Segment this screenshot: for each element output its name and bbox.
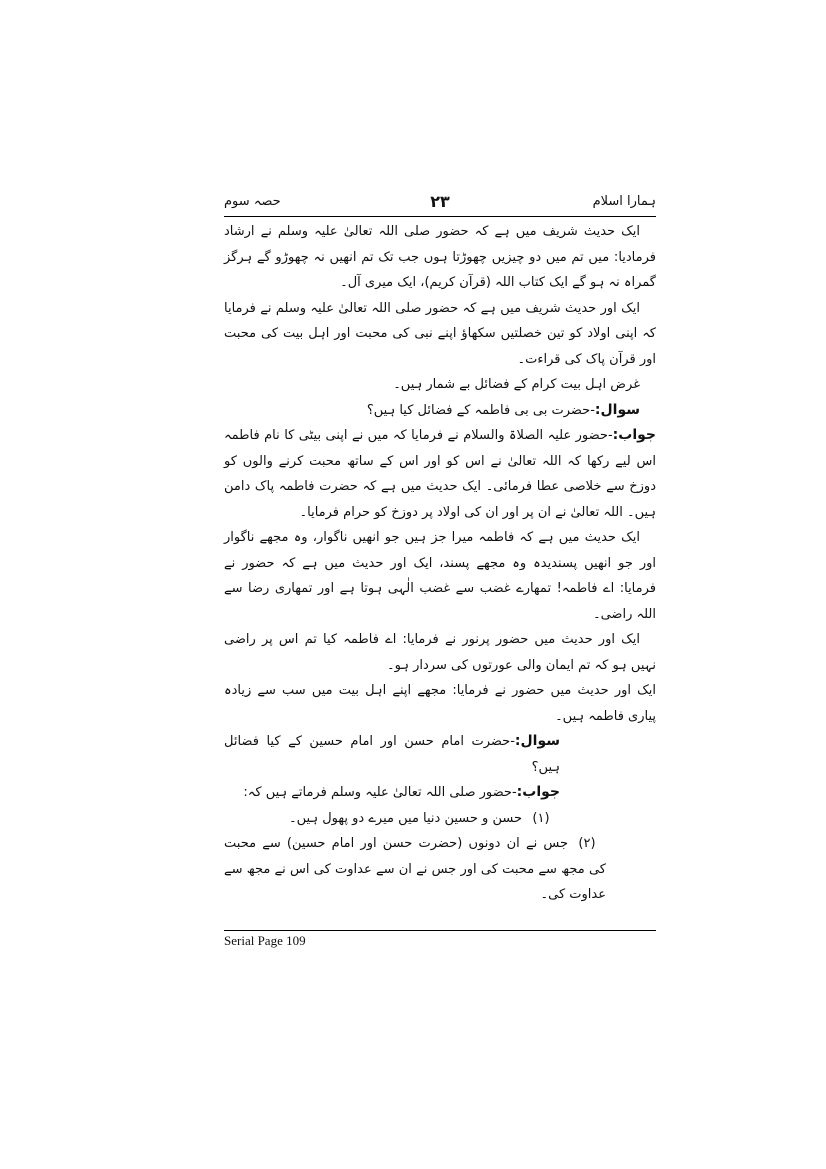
page-number: ۲۳ xyxy=(430,192,450,211)
answer xyxy=(224,780,656,806)
list-number: (۱) xyxy=(532,810,550,826)
list-item xyxy=(224,806,656,832)
page-body xyxy=(224,219,656,908)
page-header xyxy=(224,194,656,214)
serial-page-footer: Serial Page 109 xyxy=(224,933,306,948)
answer xyxy=(224,423,656,525)
paragraph: ایک حدیث شریف میں ہے کہ حضور صلی اللہ تعالیٰ علیہ وسلم نے ارشاد فرمادیا: میں تم میں دو چیزیں چھوڑتا ہوں جب تک تم انھیں نہ چھوڑو گے ہرگز گمراہ نہ ہو گے ایک کتاب اللہ (قرآن کریم)، ایک میری آل۔ xyxy=(224,224,656,290)
paragraph: ایک اور حدیث میں حضور نے فرمایا: مجھے اپنے اہل بیت میں سب سے زیادہ پیاری فاطمہ ہیں۔ xyxy=(224,683,656,724)
list-text: جس نے ان دونوں (حضرت حسن اور امام حسین) سے محبت کی مجھ سے محبت کی اور جس نے ان سے عداوت کی اس نے مجھ سے عداوت کی۔ xyxy=(224,836,606,902)
volume-label: حصہ سوم xyxy=(224,194,281,209)
question-text: -حضرت بی بی فاطمہ کے فضائل کیا ہیں؟ xyxy=(366,402,595,418)
list-item xyxy=(224,831,656,908)
question-label: سوال: xyxy=(514,733,560,749)
book-page xyxy=(224,194,656,908)
question-text: -حضرت امام حسن اور امام حسین کے کیا فضائل ہیں؟ xyxy=(224,734,560,775)
paragraph: ایک اور حدیث شریف میں ہے کہ حضور صلی اللہ تعالیٰ علیہ وسلم نے فرمایا کہ اپنی اولاد کو تین خصلتیں سکھاؤ اپنے نبی کی محبت اور اہل بیت کی محبت اور قرآن پاک کی قراءت۔ xyxy=(224,300,656,367)
question xyxy=(224,729,656,780)
question xyxy=(224,398,656,424)
list-text: حسن و حسین دنیا میں میرے دو پھول ہیں۔ xyxy=(289,810,522,826)
question-label: سوال: xyxy=(594,401,640,418)
answer-text: -حضور صلی اللہ تعالیٰ علیہ وسلم فرماتے ہیں کہ: xyxy=(243,785,517,800)
paragraph: ایک اور حدیث میں حضور پرنور نے فرمایا: اے فاطمہ کیا تم اس پر راضی نہیں ہو کہ تم ایمان والی عورتوں کی سردار ہو۔ xyxy=(224,632,656,673)
answer-label: جواب: xyxy=(612,427,656,443)
header-rule xyxy=(224,216,656,217)
book-title: ہمارا اسلام xyxy=(592,194,656,209)
answer-text: -حضور علیہ الصلاۃ والسلام نے فرمایا کہ میں نے اپنی بیٹی کا نام فاطمہ اس لیے رکھا کہ اللہ تعالیٰ نے اس کو اور اس کے ساتھ محبت کرنے والوں کو دوزخ سے خلاصی عطا فرمائی۔ ایک حدیث میں ہے کہ حضرت فاطمہ پاک دامن ہیں۔ اللہ تعالیٰ نے ان پر اور ان کی اولاد پر دوزخ کو حرام فرمایا۔ xyxy=(224,428,656,520)
answer-label: جواب: xyxy=(516,784,560,800)
list-number: (۲) xyxy=(578,836,596,851)
footer-rule xyxy=(224,930,656,931)
paragraph: غرض اہل بیت کرام کے فضائل بے شمار ہیں۔ xyxy=(393,377,640,392)
paragraph: ایک حدیث میں ہے کہ فاطمہ میرا جز ہیں جو انھیں ناگوار، وہ مجھے ناگوار اور جو انھیں پسندیدہ وہ مجھے پسند، ایک اور حدیث میں ہے کہ حضور نے فرمایا: اے فاطمہ! تمھارے غضب سے غضب الٰہی ہوتا ہے اور تمھاری رضا سے اللہ راضی۔ xyxy=(224,530,656,622)
